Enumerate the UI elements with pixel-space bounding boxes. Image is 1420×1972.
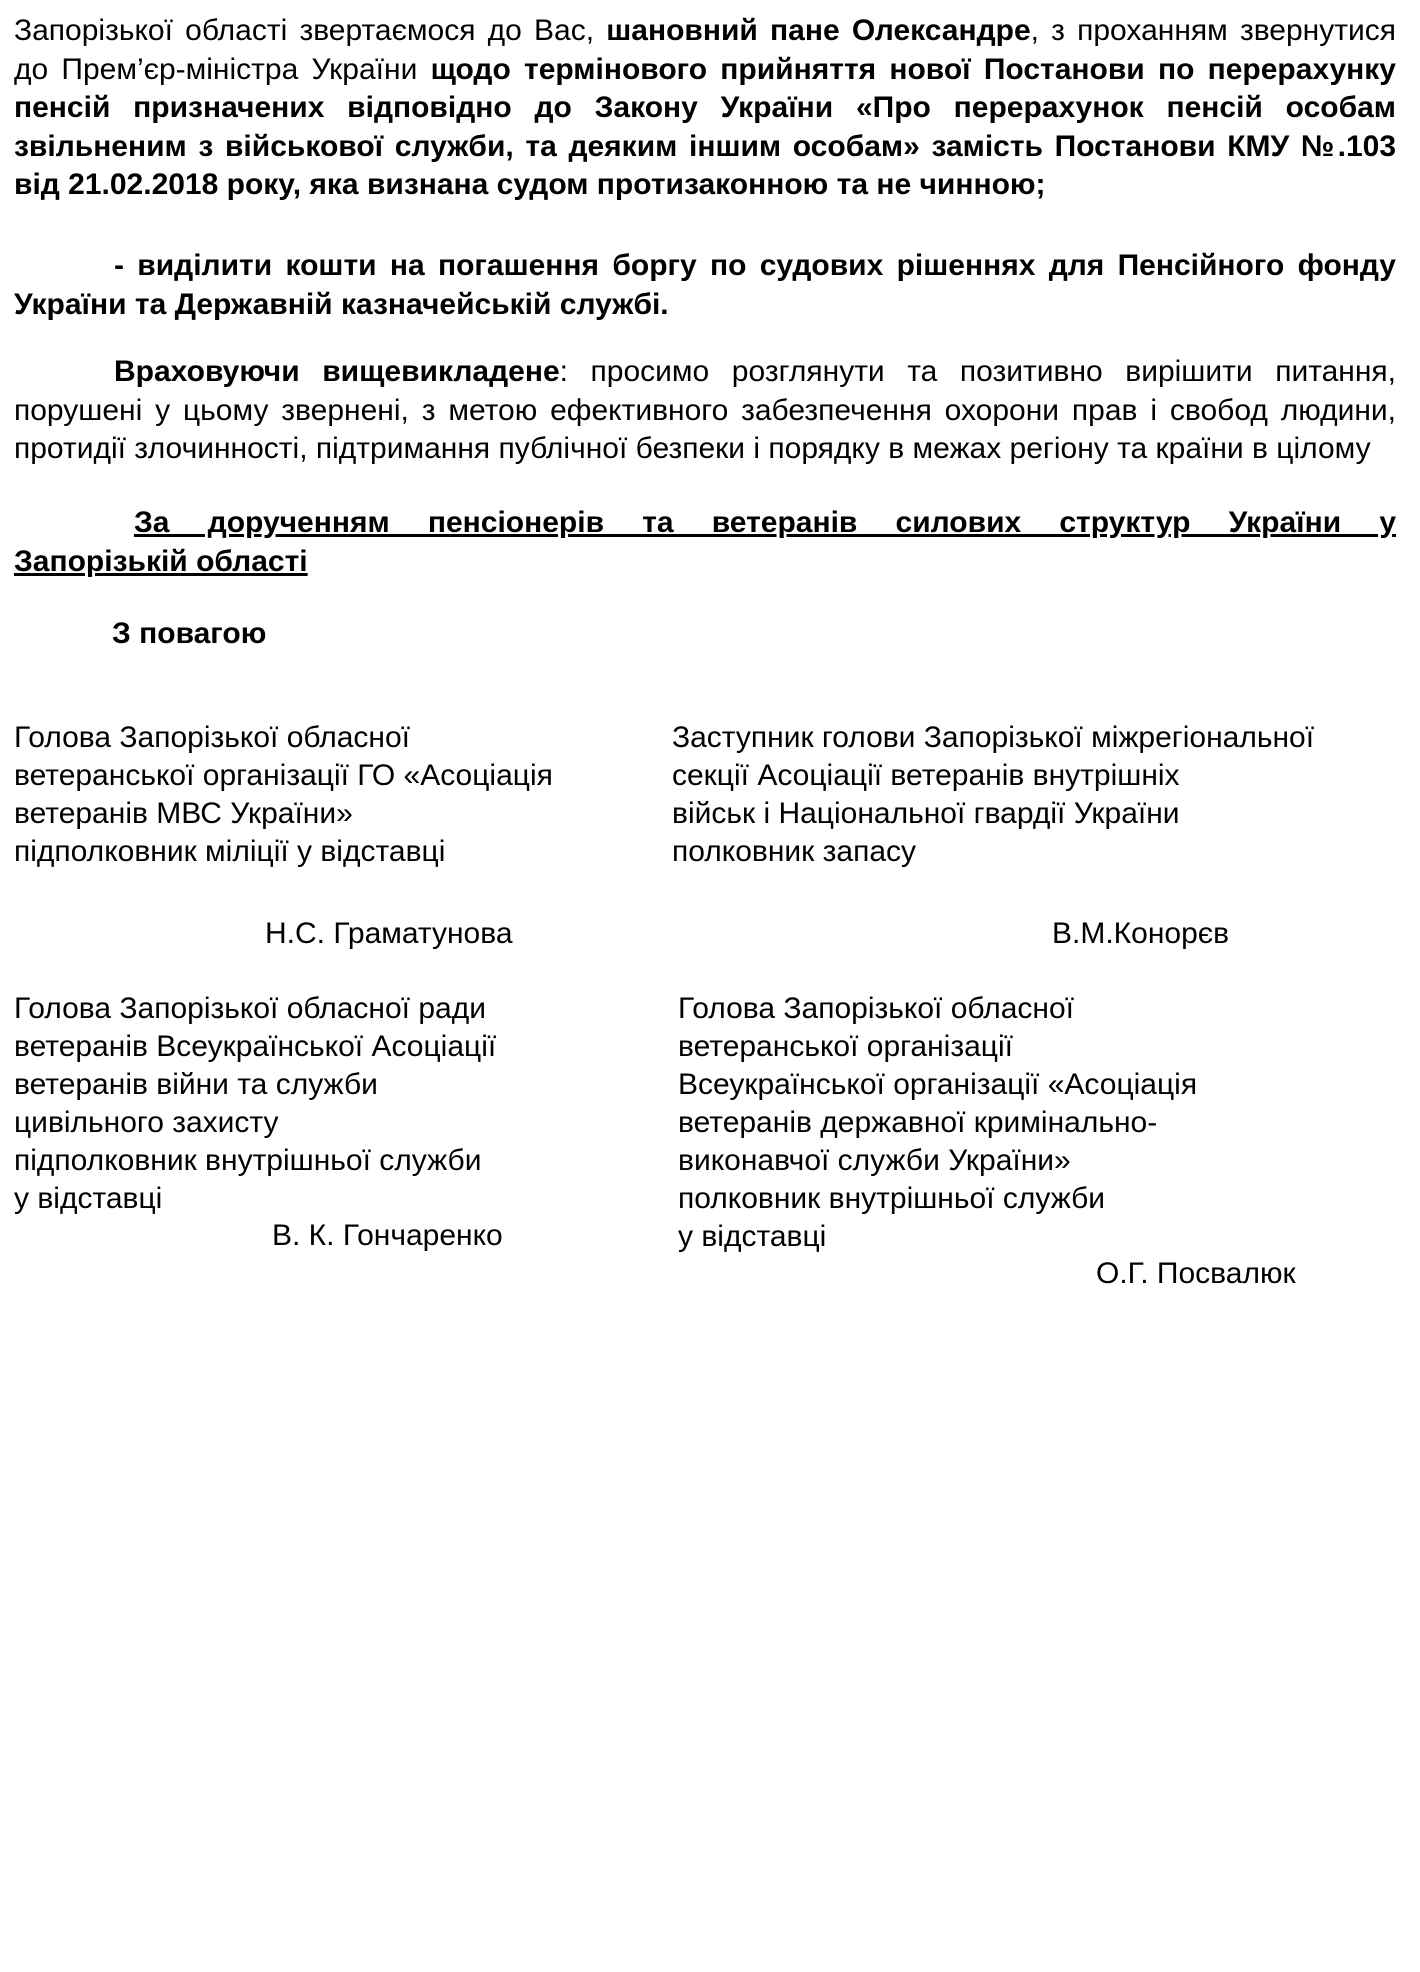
appeal-request-text: , з проханням звернутися до Прем’єр-міністра України xyxy=(14,14,1396,86)
signature-title-line: Голова Запорізької обласної xyxy=(678,992,1074,1025)
paragraph-appeal xyxy=(14,12,1396,205)
considering-text: : просимо розглянути та позитивно вирішити питання, порушені у цьому звернені, з метою ефективного забезпечення охорони прав і свобод людини, протидії злочинності, підтримання публічної безпеки і порядку в межах регіону та країни в цілому xyxy=(14,355,1397,465)
paragraph-on-behalf xyxy=(14,504,1396,581)
funding-request-text: - виділити кошти на погашення боргу по судових рішеннях для Пенсійного фонду України та Державній казначейській службі. xyxy=(14,249,1396,321)
signature-title-line: ветеранів МВС України» xyxy=(14,797,353,830)
on-behalf-line-1: За дорученням пенсіонерів та ветеранів силових структур України у xyxy=(134,506,1396,539)
appeal-intro-text: Запорізької області звертаємося до Вас, xyxy=(14,14,607,47)
signature-title-line: ветеранів Всеукраїнської Асоціації xyxy=(14,1030,497,1063)
signature-title-line: у відставці xyxy=(14,1182,163,1215)
signature-title-line: цивільного захисту xyxy=(14,1106,279,1139)
on-behalf-line-2: Запорізькій області xyxy=(14,544,308,578)
signature-title-line: ветеранської організації xyxy=(678,1030,1013,1063)
signature-title-line: ветеранської організації ГО «Асоціація xyxy=(14,759,553,792)
paragraph-considering xyxy=(14,353,1396,469)
signature-title-line: підполковник внутрішньої служби xyxy=(14,1144,482,1177)
signatory-name-konoriev: В.М.Конорєв xyxy=(1052,917,1230,950)
signature-title-line: Голова Запорізької обласної ради xyxy=(14,992,486,1025)
signature-title-line: полковник запасу xyxy=(672,835,917,868)
signature-title-line: підполковник міліції у відставці xyxy=(14,835,446,868)
signature-block-bottom-left xyxy=(14,990,496,1218)
signature-title-line: ветеранів державної кримінально- xyxy=(678,1106,1158,1139)
signature-block-top-right xyxy=(672,719,1314,871)
signature-title-line: виконавчої служби України» xyxy=(678,1144,1071,1177)
signature-block-top-left xyxy=(14,719,553,871)
signatory-name-posvaliuk: О.Г. Посвалюк xyxy=(1096,1257,1296,1290)
signatory-name-honcharenko: В. К. Гончаренко xyxy=(272,1219,503,1252)
signature-title-line: Заступник голови Запорізької міжрегіональної xyxy=(672,721,1315,754)
signature-title-line: полковник внутрішньої служби xyxy=(678,1182,1106,1215)
signature-title-line: Голова Запорізької обласної xyxy=(14,721,410,754)
signature-title-line: ветеранів війни та служби xyxy=(14,1068,378,1101)
signature-title-line: у відставці xyxy=(678,1220,827,1253)
signature-block-bottom-right xyxy=(678,990,1197,1256)
paragraph-funding xyxy=(14,247,1396,324)
addressee-name: шановний пане Олександре xyxy=(606,14,1031,47)
considering-label: Враховуючи вищевикладене xyxy=(114,355,560,388)
signatory-name-gramatunova: Н.С. Граматунова xyxy=(265,917,513,950)
signature-title-line: військ і Національної гвардії України xyxy=(672,797,1180,830)
signature-title-line: Всеукраїнської організації «Асоціація xyxy=(678,1068,1198,1101)
appeal-demand-text: щодо термінового прийняття нової Постанови по перерахунку пенсій призначених відповідно до Закону України «Про перерахунок пенсій особам звільненим з військової служби, та деяким іншим особам» замість Постанови КМУ №.103 від 21.02.2018 року, яка визнана судом протизаконною та не чинною; xyxy=(14,52,1396,201)
signature-title-line: секції Асоціації ветеранів внутрішніх xyxy=(672,759,1180,792)
closing-regards: З повагою xyxy=(112,617,267,650)
